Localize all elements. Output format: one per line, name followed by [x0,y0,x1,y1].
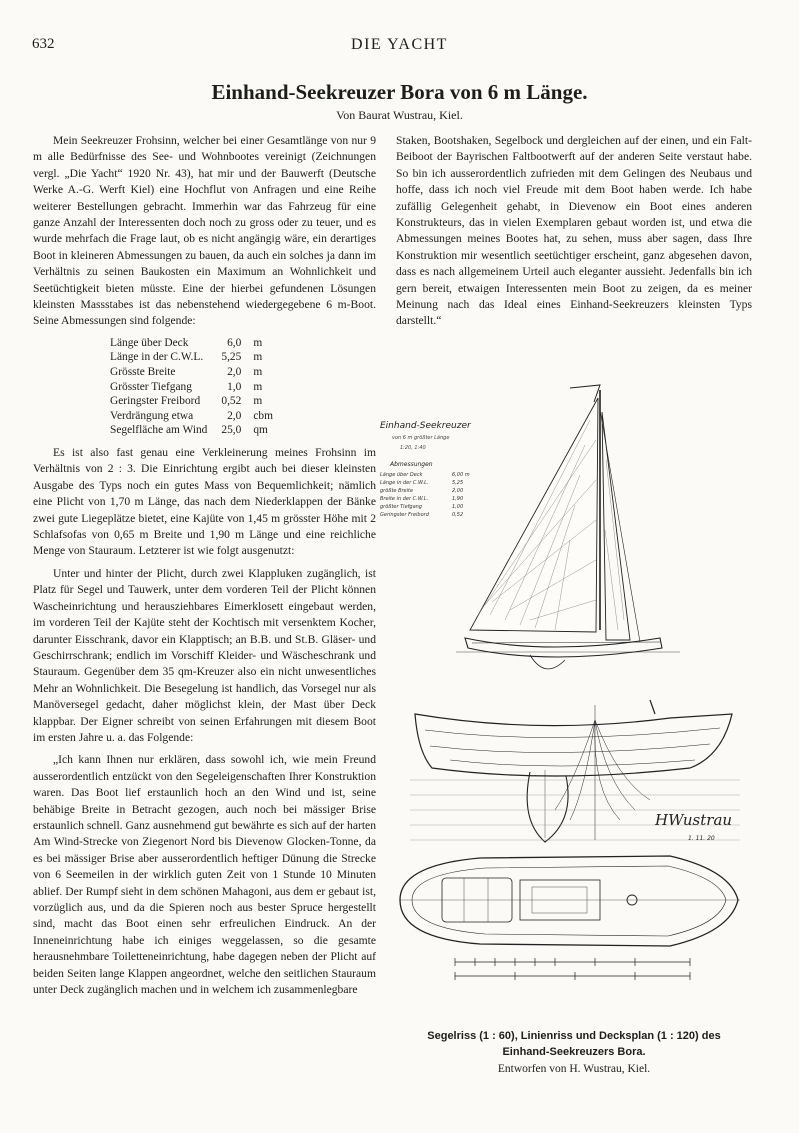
running-head: DIE YACHT [351,36,448,53]
deck-plan-drawing [400,856,740,946]
sail-plan-table-label: Länge über Deck [380,472,423,478]
dimension-unit: m [253,351,263,364]
signature-date: 1. 11. 20 [688,835,715,842]
dimension-row [110,409,279,424]
dimension-value: 0,52 [221,395,242,408]
boat-drawings-figure [370,380,770,1060]
dimension-row [110,336,279,351]
dimension-unit: m [253,380,263,393]
scale-bar [455,958,690,980]
dimension-unit: m [253,336,263,349]
dimension-row [110,423,279,438]
paragraph-quote-continued: Staken, Bootshaken, Segelbock und dergleichen auf der einen, und ein Falt-Beiboot der Bayrischen Faltbootwerft auf der anderen Seite verstaut habe. So bin ich ausserordentlich zufrieden mit dem Gelingen des Neubaus und hoffe, dass ich noch viel Freude mit dem Boot haben werde. Ich habe zufällig Gelegenheit gehabt, in Dievenow ein Boot eines anderen Konstrukteurs, das in vielen Exemplaren gebaut worden ist, und etwa die Abmessungen meines Bootes hat, zu sehen, muss aber sagen, dass Ihre Konstruktion mir wesentlich seetüchtiger erscheint, ganz abgesehen davon, dass es nach allgemeinem Urteil auch eleganter aussieht. Jedenfalls bin ich gern bereit, etwaigen Interessenten mein Boot zu zeigen, da es meiner Meinung nach das Ideal eines Einhand-Seekreuzers kleinsten Typs darstellt.“ [396,134,752,328]
sail-plan-subtitle: von 6 m größter Länge [392,435,450,441]
sail-plan-table-value: 5,25 [452,480,464,486]
dimensions-table [110,336,279,438]
dimension-row [110,380,279,395]
article-byline: Von Baurat Wustrau, Kiel. [336,108,463,122]
caption-line-1: Segelriss (1 : 60), Linienriss und Decksplan (1 : 120) des [427,1030,721,1042]
dimension-row [110,365,279,380]
paragraph-intro: Mein Seekreuzer Frohsinn, welcher bei einer Gesamtlänge von nur 9 m alle Bedürfnisse des See- und Wohnbootes vereinigt (Zeichnungen vergl. „Die Yacht“ 1920 Nr. 43), hat mir und der Bauwerft (Deutsche Werke A.-G. Werft Kiel) eine Hochflut von Anfragen und eine Reihe weiterer Bestellungen gebracht. Immerhin war das Fahrzeug für eine ganze Anzahl der Interessenten doch noch zu gross oder zu teuer, und es wurde mehrfach die Frage laut, ob es nicht angängig wäre, ein derartiges Boot in kleineren Abmessungen zu bauen, da auch ein solches ja dann im Verhältnis zu seinen Baukosten ein Maximum an Wohnlichkeit und Seetüchtigkeit bieten müsste. Eine der hierbei gefundenen Lösungen kleinsten Massstabes ist das nebenstehend wiedergegebene 6 m-Boot. Seine Abmessungen sind folgende: [33,134,376,328]
dimension-unit: cbm [253,409,273,422]
dimension-label: Geringster Freibord [110,395,201,408]
article-title: Einhand-Seekreuzer Bora von 6 m Länge. [211,80,588,104]
dimension-value: 1,0 [227,380,242,393]
dimension-label: Grösste Breite [110,366,176,379]
sail-plan-table-value: 1,00 [452,504,464,510]
dimension-label: Länge über Deck [110,336,189,349]
dimension-label: Verdrängung etwa [110,409,194,422]
dimension-row [110,350,279,365]
dimension-unit: qm [253,424,268,437]
dimension-label: Segelfläche am Wind [110,424,208,437]
figure-caption [396,1028,752,1060]
sail-plan-table-label: Breite in der C.W.L. [380,496,429,502]
sail-plan-scale: 1:20, 1:40 [400,445,426,451]
sail-plan-table-label: größter Tiefgang [380,504,422,510]
sail-plan-table-label: Länge in der C.W.L. [380,480,429,486]
sail-plan-table-value: 1,90 [452,496,464,502]
dimension-label: Länge in der C.W.L. [110,351,204,364]
figure-credit: Entworfen von H. Wustrau, Kiel. [497,1063,651,1075]
dimension-label: Grösster Tiefgang [110,380,192,393]
designer-signature: HWustrau [655,811,733,829]
paragraph-owner-quote: „Ich kann Ihnen nur erklären, dass sowohl ich, wie mein Freund ausserordentlich entzückt von den Segeleigenschaften Ihrer Konstruktion waren. Das Boot lief erstaunlich hoch an den Wind und ist, seine behäbige Breite in Betracht gezogen, auch noch bei mässiger Brise erstaunlich schnell. Ganz ausnehmend gut bewährte es sich auf der harten Am Wind-Strecke von Ziegenort Nord bis Dievenow Glocken-Tonne, da es bei mässiger Brise aber ausserordentlich heftiger Dünung die Strecke von 6 Seemeilen in der wirklich guten Zeit von 1 Stunde 10 Minuten ablief. Der Rumpf sieht in dem schönen Mahagoni, aus dem er gebaut ist, vorzüglich aus, und da die Spieren noch aus bester Spruce hergestellt sind, macht das Boot einen sehr erfreulichen Eindruck. An der Inneneinrichtung habe ich einiges weggelassen, so die gesamte herausnehmbare Toiletteneinrichtung, habe dagegen neben der Plicht auf beiden Seiten lange Klappen angeordnet, welche den seitlichen Stauraum unter Deck zugänglich machen und in welchem ich zusammenlegbare [33,753,376,997]
page-number: 632 [32,36,55,52]
dimension-value: 2,0 [227,366,242,379]
sail-plan-table-label: Geringster Freibord [380,512,429,518]
caption-line-2: Einhand-Seekreuzers Bora. [502,1046,646,1058]
paragraph-proportions: Es ist also fast genau eine Verkleinerung meines Frohsinn im Verhältnis von 2 : 3. Die Einrichtung ergibt auch bei dieser kleinsten Ausgabe des Typs noch ein gutes Mass von Bequemlichkeit; nämlich eine Plicht von 1,70 m Länge, das nach dem Niederklappen der Bänke zwei gute Liegeplätze bietet, eine Kajüte von 1,45 m grösster Höhe mit 2 Schlafsofas von 0,65 m Breite und 1,90 m Länge und eine reichliche Menge von Stauraum. Letzterer ist wie folgt ausgenutzt: [33,446,376,558]
right-column [396,133,752,336]
left-column [33,133,376,1004]
sail-plan-table-value: 0,52 [452,512,464,518]
sail-plan-table-label: größte Breite [380,488,414,494]
sail-plan-table [380,472,470,518]
dimension-value: 5,25 [221,351,242,364]
paragraph-stowage: Unter und hinter der Plicht, durch zwei Klappluken zugänglich, ist Platz für Segel und Tauwerk, unter dem vorderen Teil der Plicht können Wascheinrichtung und herausziehbares Eimerklosett eingebaut werden, im vorderen Teil der Kajüte steht der Kochtisch mit versenktem Kocher, darunter Eisschrank, davor ein Klapptisch; an B.B. und St.B. Gläser- und Geschirrschrank; endlich im Vorschiff Kleider- und Wäscheschrank und Stauraum. Gegenüber dem 35 qm-Kreuzer also ein nicht unwesentliches Mehr an Wohnlichkeit. Die Besegelung ist handlich, das Vorsegel nur als Manöversegel gedacht, daher möglichst klein, der Mast über Deck klappbar. Der Eigner schreibt von seinen Erfahrungen mit diesem Boot im ersten Jahre u. a. das Folgende: [33,566,376,744]
sail-plan-drawing [456,385,680,669]
dimension-value: 2,0 [227,409,242,422]
dimension-row [110,394,279,409]
sail-plan-table-value: 6,00 m [452,472,470,478]
dimension-unit: m [253,395,263,408]
dimension-unit: m [253,366,263,379]
dimension-value: 25,0 [221,424,242,437]
sail-plan-table-value: 2,00 [452,488,464,494]
dimension-value: 6,0 [227,336,242,349]
sail-plan-title: Einhand-Seekreuzer [380,421,471,431]
sail-plan-table-heading: Abmessungen [390,461,433,468]
